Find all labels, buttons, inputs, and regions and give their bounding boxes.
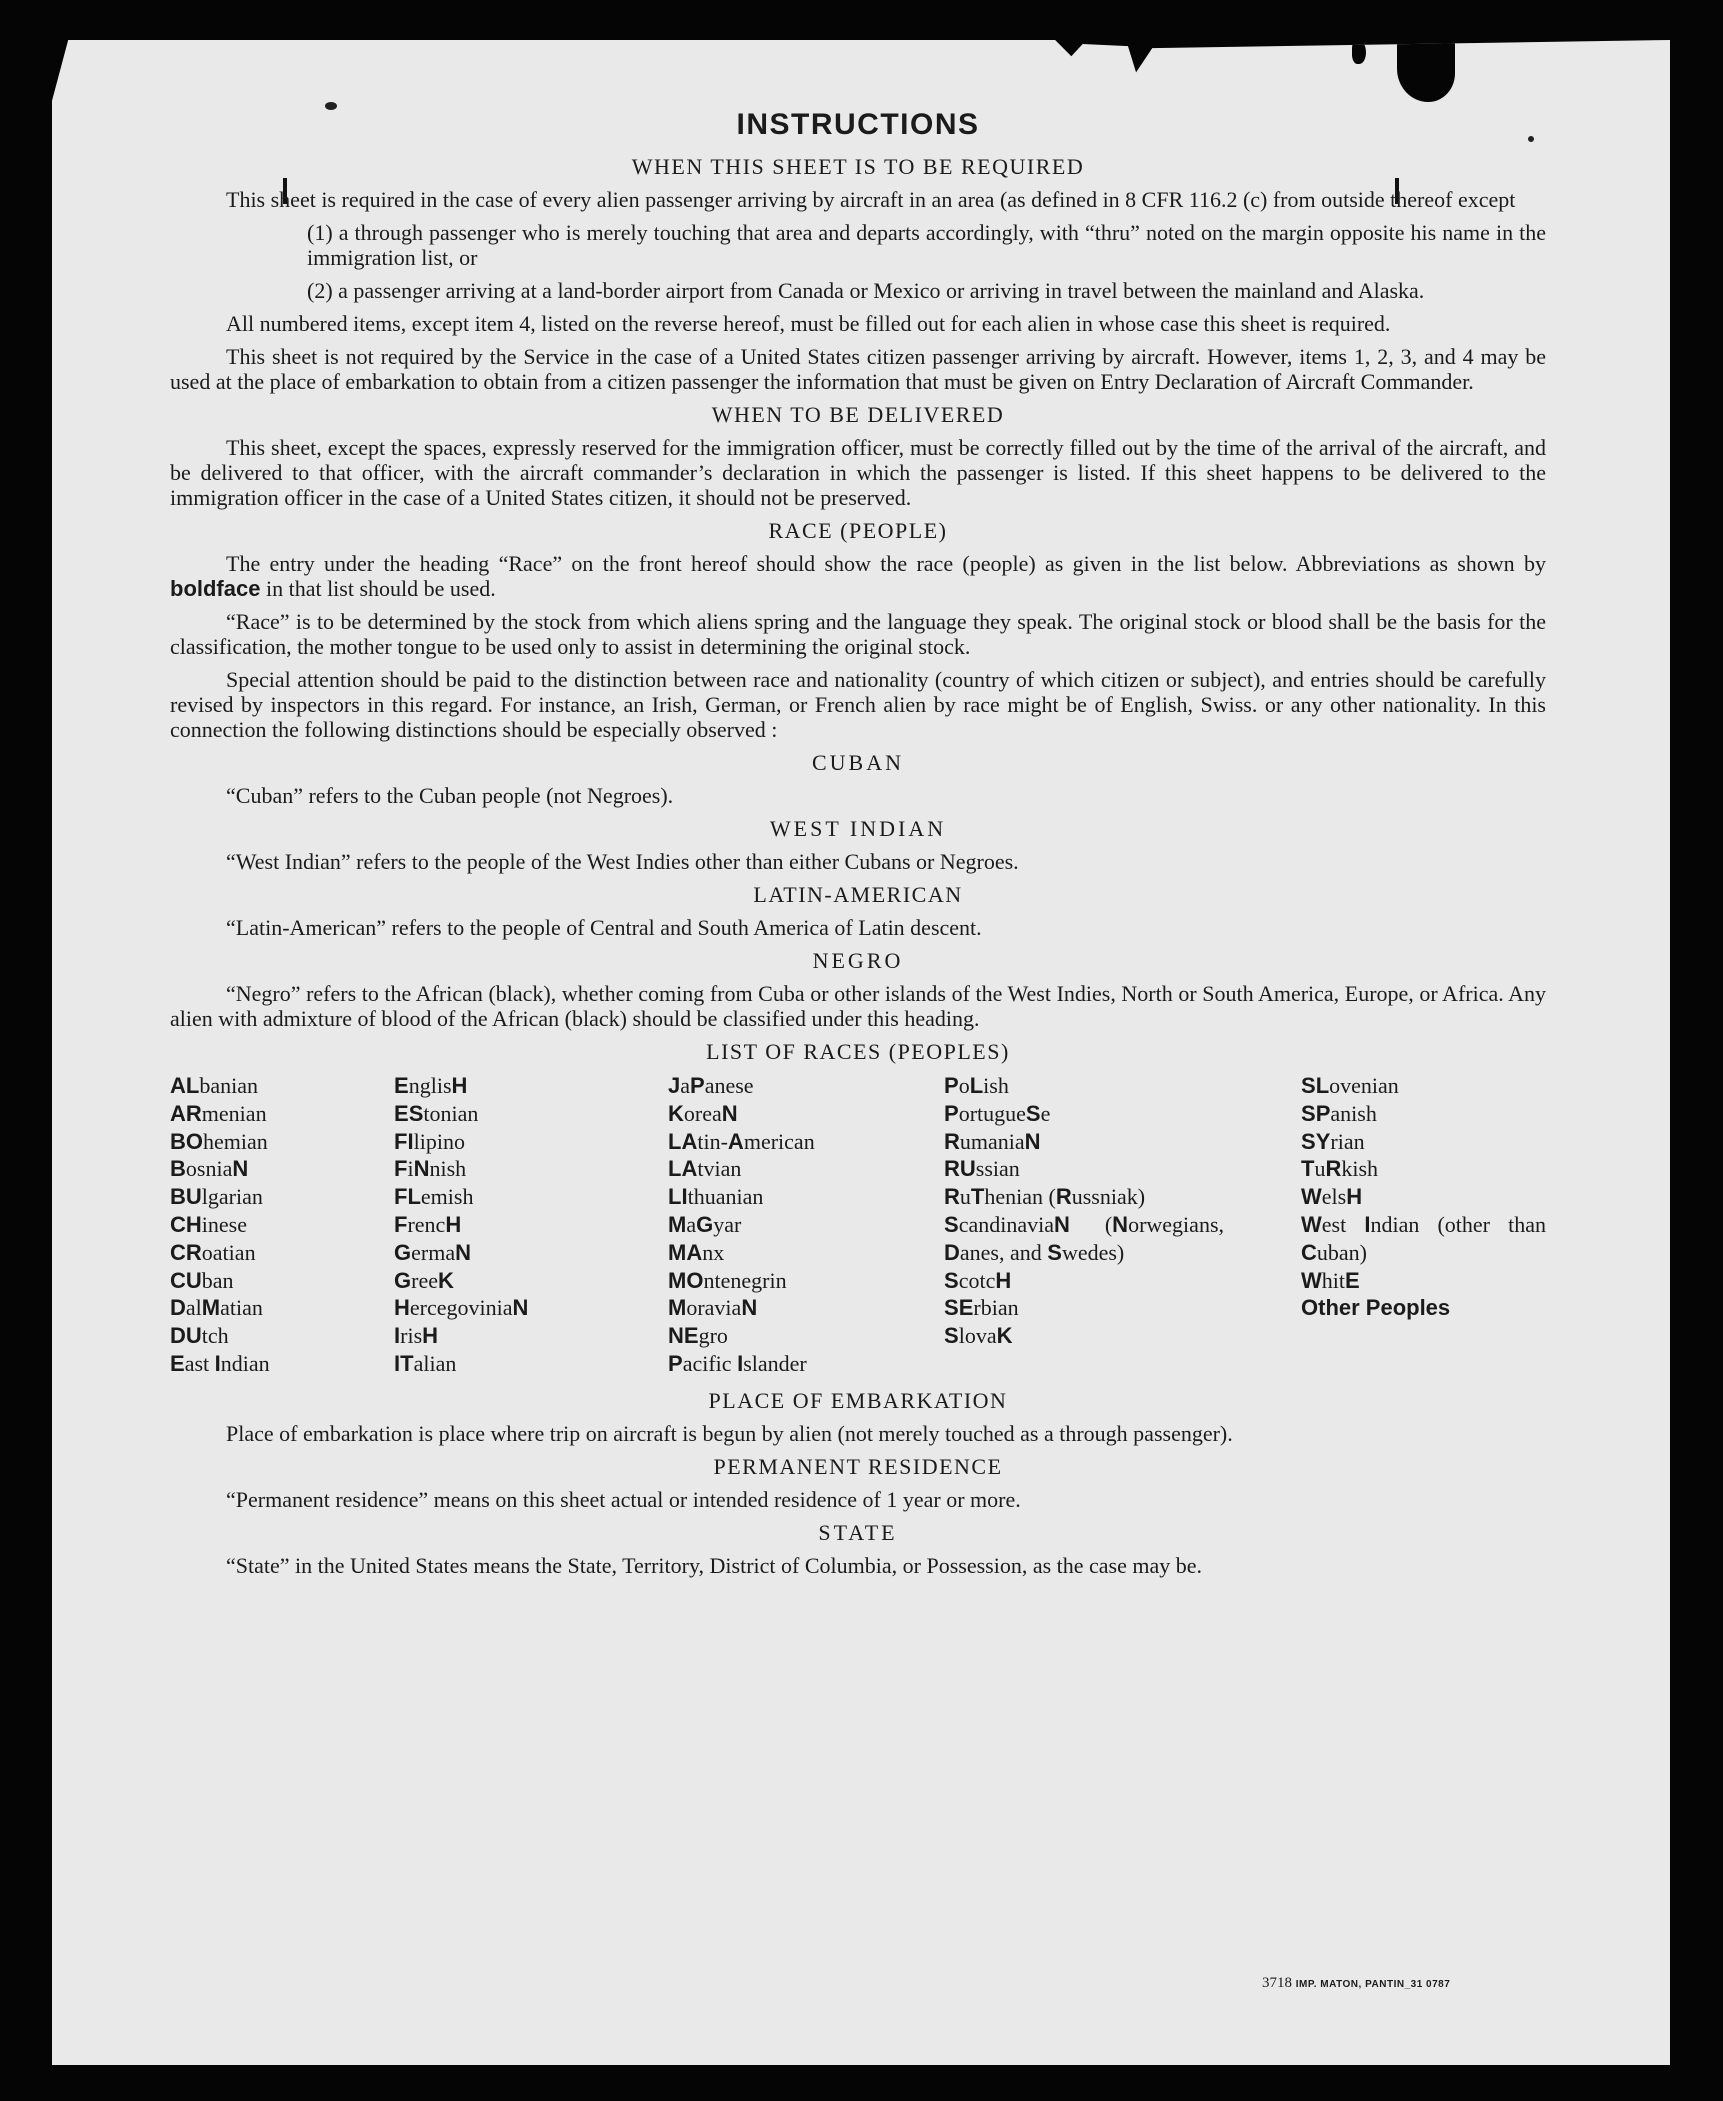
race-entry: MAnx — [668, 1239, 725, 1265]
list-item: (2) a passenger arriving at a land-border airport from Canada or Mexico or arriving in travel between the mainland and Alaska. — [307, 278, 1425, 303]
race-entry: CHinese — [170, 1211, 247, 1237]
paragraph: All numbered items, except item 4, listed on the reverse hereof, must be filled out for each alien in whose case this sheet is required. — [226, 311, 1391, 336]
race-entry: PortugueSe — [944, 1100, 1051, 1126]
instructions-page — [170, 108, 1546, 1586]
heading-list-of-races: LIST OF RACES (PEOPLES) — [706, 1039, 1010, 1064]
list-item: (1) a through passenger who is merely touching that area and departs accordingly, with “thru” noted on the margin opposite his name in the immigration list, or — [307, 220, 1546, 270]
race-entry: ARmenian — [170, 1100, 267, 1126]
race-entry: Other Peoples — [1301, 1295, 1451, 1321]
form-footer — [1262, 1975, 1450, 1992]
printer-imprint: IMP. MATON, PANTIN_31 0787 — [1295, 1979, 1451, 1990]
heading-state: STATE — [818, 1519, 898, 1545]
race-entry: MoraviaN — [668, 1295, 758, 1321]
race-entry: BUlgarian — [170, 1184, 263, 1210]
race-entry: FLemish — [394, 1184, 474, 1210]
torn-edge — [1352, 40, 1366, 64]
race-entry: SErbian — [944, 1295, 1019, 1321]
form-number: 3718 — [1262, 1975, 1292, 1991]
race-entry: HercegoviniaN — [394, 1295, 529, 1321]
race-entry: SLovenian — [1301, 1073, 1399, 1098]
race-entry: BOhemian — [170, 1128, 268, 1154]
paragraph: This sheet, except the spaces, expressly reserved for the immigration officer, must be correctly filled out by the time of the arrival of the aircraft, and be delivered to that officer, with the aircraft commander’s declaration in which the passenger is listed. If this sheet happens to be delivered to the immigration officer in the case of a United States citizen, it should not be preserved. — [170, 435, 1546, 510]
race-entry: LAtin-American — [668, 1128, 815, 1154]
paragraph: “Latin-American” refers to the people of Central and South America of Latin descent. — [226, 915, 982, 940]
paragraph: “Race” is to be determined by the stock from which aliens spring and the language they speak. The original stock or blood shall be the basis for the classification, the mother tongue to be used only to assist in determining the original stock. — [170, 609, 1546, 659]
race-entry: ITalian — [394, 1350, 457, 1376]
boldface-sample: boldface — [170, 576, 261, 601]
race-entry: RuThenian (Russniak) — [944, 1184, 1146, 1210]
race-entry: FiNnish — [394, 1156, 467, 1182]
paragraph: “State” in the United States means the State, Territory, District of Columbia, or Possession, as the case may be. — [226, 1552, 1203, 1578]
race-entry: FrencH — [394, 1211, 462, 1237]
race-entry: Pacific Islander — [668, 1350, 807, 1376]
race-entry: IrisH — [394, 1323, 439, 1349]
paragraph: Special attention should be paid to the distinction between race and nationality (country of which citizen or subject), and entries should be carefully revised by inspectors in this regard. For instance, an Irish, German, or French alien by race might be of English, Swiss. or any other nationality. In this connection the following distinctions should be especially observed : — [170, 667, 1546, 742]
torn-edge — [1397, 40, 1455, 102]
race-entry: WhitE — [1301, 1267, 1360, 1293]
paragraph: This sheet is not required by the Service in the case of a United States citizen passenger arriving by aircraft. However, items 1, 2, 3, and 4 may be used at the place of embarkation to obtain from a citizen passenger the information that must be given on Entry Declaration of Aircraft Commander. — [170, 344, 1546, 394]
race-entry: SYrian — [1301, 1128, 1365, 1154]
race-entry: FIlipino — [394, 1128, 465, 1154]
heading-place-of-embarkation: PLACE OF EMBARKATION — [708, 1387, 1008, 1413]
heading-cuban: CUBAN — [811, 750, 904, 775]
race-entry: GermaN — [394, 1239, 471, 1265]
race-entry: WelsH — [1301, 1184, 1363, 1210]
paragraph: “Cuban” refers to the Cuban people (not Negroes). — [226, 783, 674, 808]
race-entry: BosniaN — [170, 1156, 249, 1182]
race-entry: ALbanian — [170, 1073, 258, 1098]
paragraph: “Negro” refers to the African (black), whether coming from Cuba or other islands of the West Indies, North or South America, Europe, or Africa. Any alien with admixture of blood of the African (black) should be classified under this heading. — [170, 981, 1546, 1031]
heading-latin-american: LATIN-AMERICAN — [753, 882, 963, 907]
race-entry: PoLish — [944, 1073, 1009, 1098]
race-entry: ScandinaviaN (Norwegians, Danes, and Swedes) — [944, 1211, 1224, 1265]
races-column — [1301, 1072, 1546, 1378]
race-entry: CRoatian — [170, 1239, 256, 1265]
races-column — [170, 1072, 394, 1378]
text-run: The entry under the heading “Race” on the front hereof should show the race (people) as given in the list below. Abbreviations as shown by — [226, 551, 1546, 576]
races-list — [170, 1072, 1546, 1378]
race-entry: TuRkish — [1301, 1156, 1379, 1182]
races-column — [944, 1072, 1301, 1378]
race-entry: RUssian — [944, 1156, 1020, 1182]
paragraph — [170, 551, 1546, 601]
race-entry: East Indian — [170, 1350, 270, 1376]
race-entry: ScotcH — [944, 1267, 1012, 1293]
paragraph: “Permanent residence” means on this sheet actual or intended residence of 1 year or more. — [226, 1486, 1021, 1512]
paragraph: Place of embarkation is place where trip on aircraft is begun by alien (not merely touched as a through passenger). — [226, 1420, 1233, 1446]
race-entry: MOntenegrin — [668, 1267, 787, 1293]
page-title: INSTRUCTIONS — [736, 108, 980, 141]
race-entry: MaGyar — [668, 1211, 742, 1237]
race-entry: LAtvian — [668, 1156, 742, 1182]
heading-race: RACE (PEOPLE) — [768, 518, 948, 543]
heading-negro: NEGRO — [812, 948, 904, 973]
heading-permanent-residence: PERMANENT RESIDENCE — [713, 1453, 1003, 1479]
race-entry: SPanish — [1301, 1100, 1377, 1126]
race-entry: EnglisH — [394, 1073, 468, 1098]
race-entry: DUtch — [170, 1323, 229, 1349]
race-entry: JaPanese — [668, 1073, 754, 1098]
race-entry: DalMatian — [170, 1295, 263, 1321]
race-entry: RumaniaN — [944, 1128, 1041, 1154]
heading-west-indian: WEST INDIAN — [769, 816, 947, 841]
text-run: in that list should be used. — [260, 576, 496, 601]
paragraph: “West Indian” refers to the people of the West Indies other than either Cubans or Negroes. — [226, 849, 1019, 874]
heading-when-delivered: WHEN TO BE DELIVERED — [711, 402, 1005, 427]
races-column — [668, 1072, 944, 1378]
race-entry: NEgro — [668, 1323, 728, 1349]
race-entry: KoreaN — [668, 1100, 738, 1126]
race-entry: EStonian — [394, 1100, 479, 1126]
race-entry: West Indian (other than Cuban) — [1301, 1211, 1546, 1265]
paragraph: This sheet is required in the case of every alien passenger arriving by aircraft in an area (as defined in 8 CFR 116.2 (c) from outside thereof except — [226, 187, 1516, 212]
race-entry: SlovaK — [944, 1323, 1013, 1349]
heading-when-required: WHEN THIS SHEET IS TO BE REQUIRED — [631, 154, 1085, 179]
race-entry: LIthuanian — [668, 1184, 764, 1210]
races-column — [394, 1072, 668, 1378]
race-entry: CUban — [170, 1267, 234, 1293]
race-entry: GreeK — [394, 1267, 454, 1293]
